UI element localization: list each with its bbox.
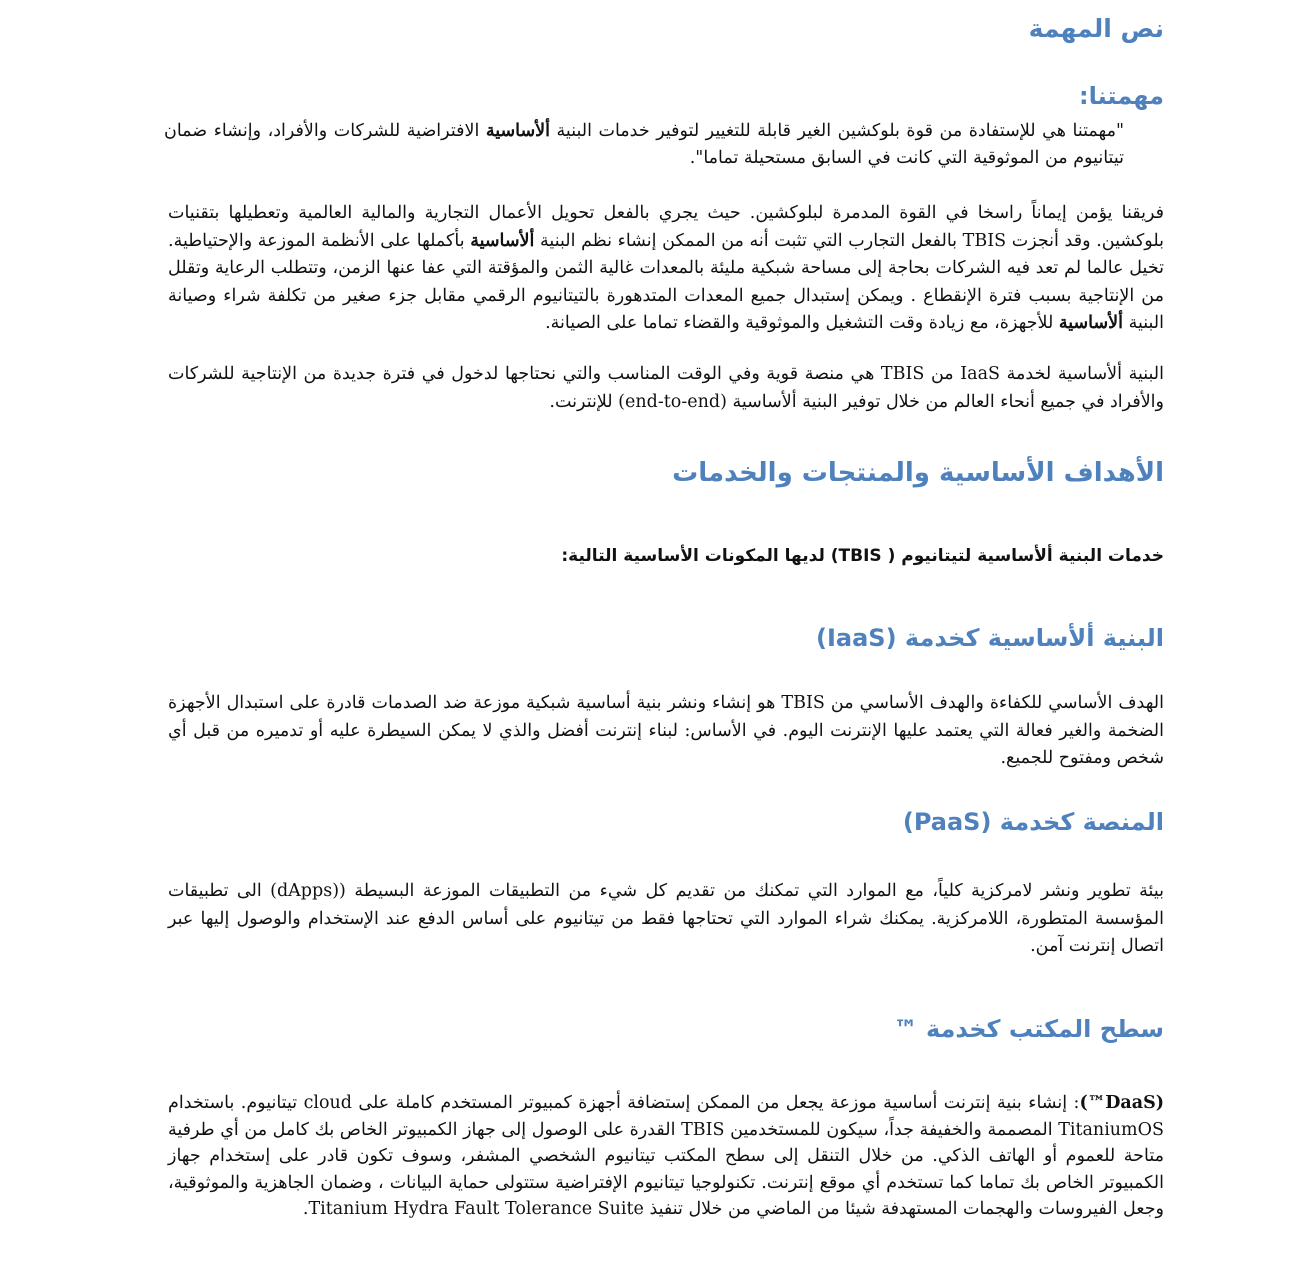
task-text-heading: نص المهمة <box>1028 14 1164 43</box>
team-text-1: فريقنا يؤمن إيماناً راسخا في القوة المدمرة لبلوكشين. حيث يجري بالفعل تحويل الأعمال التجارية والمالية العالمية وتعطيلها بتقنيات بلوكشين. وقد أنجزت TBIS بالفعل التجارب التي تثبت أنه من الممكن إنشاء نظم البنية <box>168 203 1165 251</box>
team-bold-1: ألأساسية <box>470 230 535 251</box>
tbis-components-subheading: خدمات البنية ألأساسية لتيتانيوم ( TBIS) لديها المكونات الأساسية التالية: <box>561 546 1164 566</box>
mission-quote-paragraph <box>164 118 1124 172</box>
mission-quote-text-2: الافتراضية للشركات والأفراد، وإنشاء ضمان تيتانيوم من الموثوقية التي كانت في السابق مستحيلة تماما". <box>164 121 1124 168</box>
paas-paragraph: بيئة تطوير ونشر لامركزية كلياً، مع الموارد التي تمكنك من تقديم كل شيء من التطبيقات الموزعة البسيطة ((dApps) الى تطبيقات المؤسسة المتطورة، اللامركزية. يمكنك شراء الموارد التي تحتاجها فقط من تيتانيوم على أساس الدفع عند الإستخدام والوصول إليها عبر اتصال إنترنت آمن. <box>168 881 1164 956</box>
mission-quote-bold: ألأساسية <box>485 121 551 141</box>
iaas-heading: البنية ألأساسية كخدمة (IaaS) <box>816 624 1164 652</box>
team-text-3: للأجهزة، مع زيادة وقت التشغيل والموثوقية والقضاء تماما على الصيانة. <box>545 313 1059 333</box>
iaas-paragraph: الهدف الأساسي للكفاءة والهدف الأساسي من TBIS هو إنشاء ونشر بنية أساسية شبكية موزعة ضد الصدمات قادرة على استبدال الأجهزة الضخمة والغير فعالة التي يعتمد عليها الإنترنت اليوم. في الأساس: لبناء إنترنت أفضل والذي لا يمكن السيطرة عليه أو تدميره من قبل أي شخص ومفتوح للجميع. <box>168 693 1164 768</box>
mission-heading: مهمتنا: <box>1079 82 1164 110</box>
desktop-service-heading: سطح المكتب كخدمة ™ <box>893 1015 1164 1043</box>
goals-heading: الأهداف الأساسية والمنتجات والخدمات <box>672 458 1164 488</box>
daas-label: (DaaS™) <box>1079 1093 1165 1113</box>
team-text-2: بأكملها على الأنظمة الموزعة والإحتياطية. تخيل عالما لم تعد فيه الشركات بحاجة إلى مساحة شبكية مليئة بالمعدات غالية الثمن والمؤقتة التي عفا عنها الزمن، وتتطلب الرعاية وتقلل من الإنتاجية بسبب فترة الإنقطاع . ويمكن إستبدال جميع المعدات المتدهورة بالتيتانيوم الرقمي مقابل جزء صغير من تكلفة شراء وصيانة البنية <box>168 230 1164 333</box>
document-page <box>160 0 1164 1267</box>
paas-heading: المنصة كخدمة (PaaS) <box>902 808 1164 836</box>
team-paragraph <box>168 200 1164 338</box>
daas-paragraph <box>168 1090 1164 1223</box>
team-bold-2: ألأساسية <box>1058 313 1124 333</box>
tbis-iaas-paragraph: البنية ألأساسية لخدمة IaaS من TBIS هي منصة قوية وفي الوقت المناسب والتي نحتاجها لدخول في فترة جديدة من الإنتاجية للشركات والأفراد في جميع أنحاء العالم من خلال توفير البنية ألأساسية (end-to-end) للإنترنت. <box>168 364 1164 412</box>
mission-quote-text-1: "مهمتنا هي للإستفادة من قوة بلوكشين الغير قابلة للتغيير لتوفير خدمات البنية <box>550 121 1124 141</box>
daas-text: : إنشاء بنية إنترنت أساسية موزعة يجعل من الممكن إستضافة أجهزة كمبيوتر المستخدم كاملة على cloud تيتانيوم. باستخدام TitaniumOS المصممة والخفيفة جداً، سيكون للمستخدمين TBIS القدرة على الوصول إلى جهاز الكمبيوتر الخاص بك كامل من أي طرفية متاحة للعموم أو الهاتف الذكي. من خلال التنقل إلى سطح المكتب تيتانيوم الشخصي المشفر، وسوف تكون قادر على إستخدام جهاز الكمبيوتر الخاص بك تماما كما تستخدم أي موقع إنترنت. تكنولوجيا تيتانيوم الإفتراضية ستتولى حماية البيانات ، وضمان الجاهزية والموثوقية، وجعل الفيروسات والهجمات المستهدفة شيئا من الماضي من خلال تنفيذ Titanium Hydra Fault Tolerance Suite. <box>168 1093 1164 1219</box>
